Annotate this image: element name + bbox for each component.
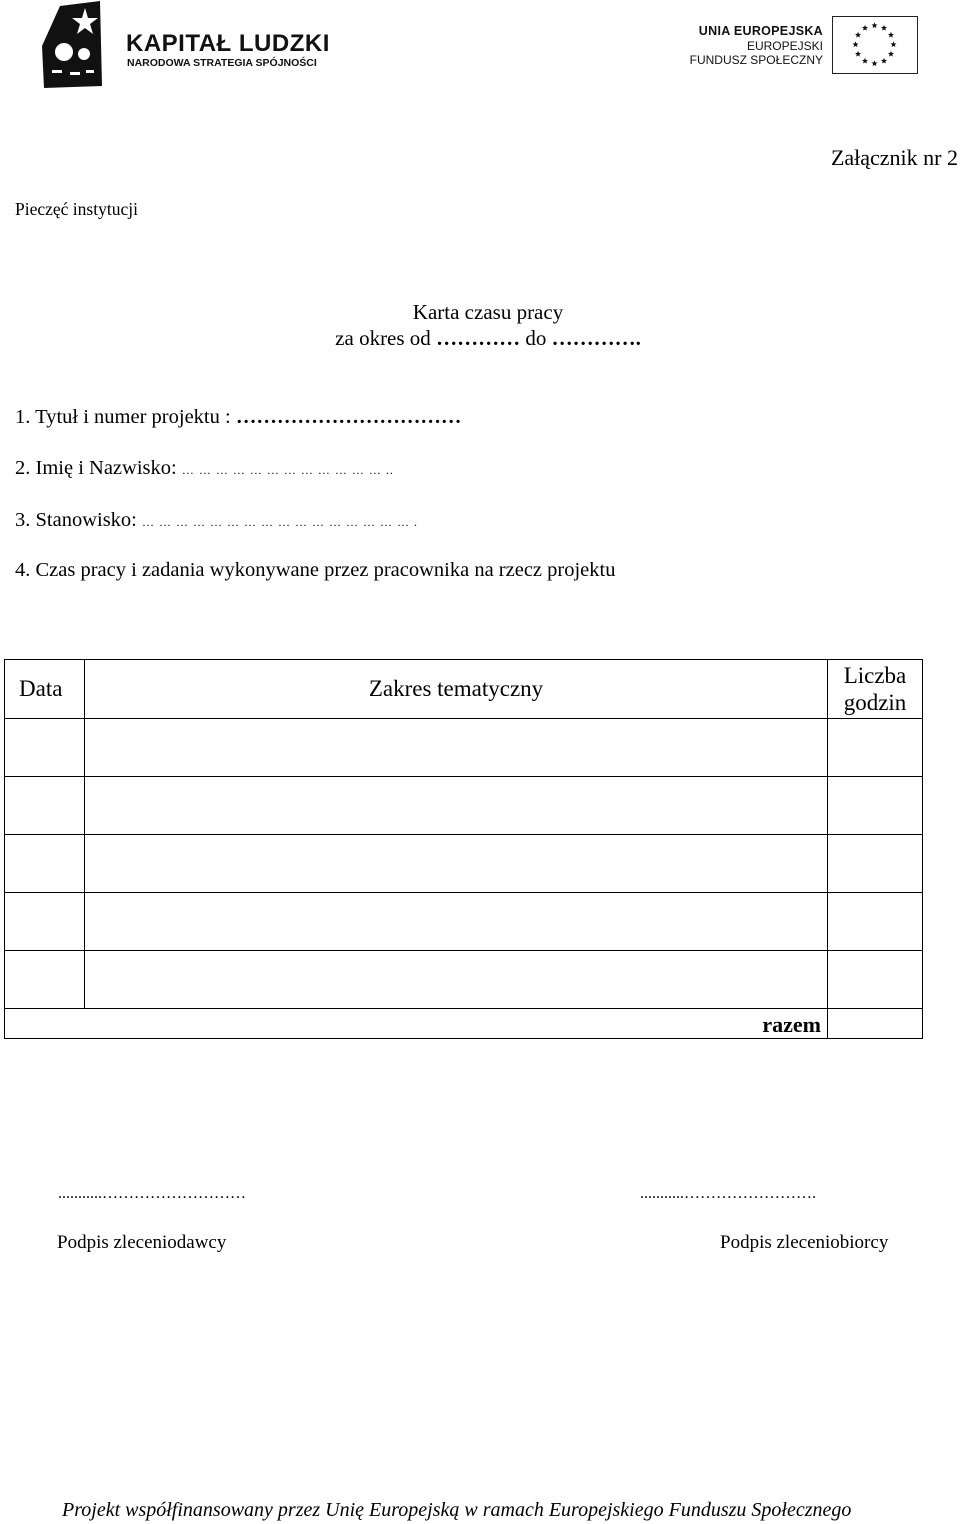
field-label: 3. Stanowisko: [15,509,142,531]
table-row [5,893,923,951]
eu-star-icon [852,41,858,47]
eu-text-block [690,24,823,67]
header-hours-line2: godzin [843,690,907,715]
total-label: razem [5,1009,828,1039]
cell-date[interactable] [5,835,85,893]
kapital-ludzki-logo [40,0,340,92]
kapital-ludzki-emblem-icon [40,0,120,92]
field-work-time [15,559,615,582]
annex-label: Załącznik nr 2 [830,145,958,170]
esf-line1: EUROPEJSKI [746,39,823,53]
esf-line2: FUNDUSZ SPOŁECZNY [689,53,823,67]
cell-hours[interactable] [828,719,923,777]
eu-stars-flag-icon [832,16,918,74]
footer-cofinancing-note: Projekt współfinansowany przez Unię Europejską w ramach Europejskiego Funduszu Społecznego [62,1499,852,1521]
table-row [5,951,923,1009]
eu-star-icon [862,25,868,31]
logo-subtitle: NARODOWA STRATEGIA SPÓJNOŚCI [127,57,317,69]
field-label: 1. Tytuł i numer projektu : [15,406,236,428]
cell-hours[interactable] [828,835,923,893]
logo-title: KAPITAŁ LUDZKI [126,30,330,57]
eu-star-icon [862,58,868,64]
table-row [5,777,923,835]
institution-stamp-label: Pieczęć instytucji [15,199,138,219]
cell-date[interactable] [5,951,85,1009]
table-row [5,835,923,893]
table-total-row [5,1009,923,1039]
eu-star-icon [888,51,894,57]
header-date: Data [5,660,85,719]
header-hours [828,660,923,719]
field-blank: … … … … … … … … … … … … … … … … . [142,515,418,529]
cell-date[interactable] [5,777,85,835]
cell-topic[interactable] [85,835,828,893]
period-prefix: za okres od [335,326,437,350]
field-label: 4. Czas pracy i zadania wykonywane przez pracownika na rzecz projektu [15,559,616,581]
cell-date[interactable] [5,719,85,777]
eu-star-icon [855,51,861,57]
eu-logo [676,14,921,76]
field-blank: … … … … … … … … … … … … .. [181,463,394,477]
cell-hours[interactable] [828,893,923,951]
eu-star-icon [888,32,894,38]
period-mid: do [520,326,552,350]
cell-date[interactable] [5,893,85,951]
eu-star-icon [871,60,877,66]
table-row [5,719,923,777]
cell-hours[interactable] [828,777,923,835]
eu-star-icon [890,41,896,47]
cell-topic[interactable] [85,777,828,835]
client-signature-label: Podpis zleceniodawcy [57,1232,227,1253]
field-name [15,457,394,480]
eu-star-icon [881,25,887,31]
contractor-signature-label: Podpis zleceniobiorcy [720,1232,889,1253]
field-project-title [15,406,461,429]
total-hours-cell[interactable] [828,1009,923,1039]
eu-star-icon [881,58,887,64]
field-label: 2. Imię i Nazwisko: [15,457,182,479]
contractor-signature-line: ...........……………………. [640,1185,816,1202]
eu-star-icon [855,32,861,38]
cell-hours[interactable] [828,951,923,1009]
client-signature-line: ...........……………………… [58,1185,246,1202]
page-title: Karta czasu pracy [412,300,564,324]
cell-topic[interactable] [85,951,828,1009]
eu-name: UNIA EUROPEJSKA [698,24,823,38]
eu-star-icon [871,22,877,28]
field-blank: …………………………… [235,406,462,428]
field-position [15,509,418,532]
cell-topic[interactable] [85,719,828,777]
table-header-row [5,660,923,719]
cell-topic[interactable] [85,893,828,951]
period-to-blank: …………. [551,326,641,350]
period-from-blank: ………… [436,326,521,350]
period-line [0,326,960,351]
header-topic: Zakres tematyczny [85,660,828,719]
header-hours-line1: Liczba [843,663,907,688]
timesheet-table [4,659,923,1039]
